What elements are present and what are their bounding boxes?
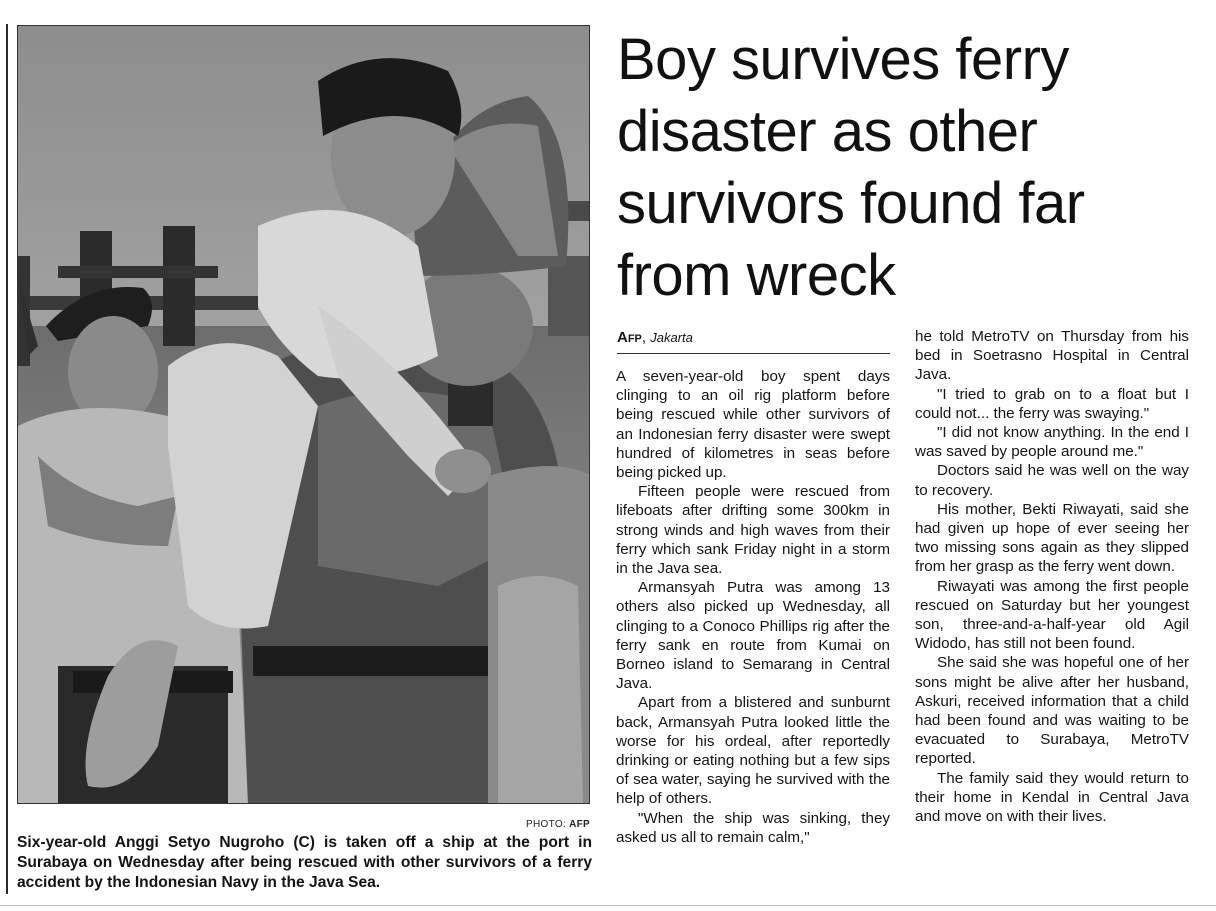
photo-credit-label: PHOTO: — [526, 819, 566, 830]
article-column-1 — [616, 367, 890, 847]
article-paragraph: Riwayati was among the first people rescued on Saturday but her youngest son, three-and-a-half-year old Agil Widodo, has still not been found. — [915, 577, 1189, 653]
byline-rule — [617, 353, 890, 354]
article-paragraph: His mother, Bekti Riwayati, said she had given up hope of ever seeing her two missing sons again as they slipped from her grasp as the ferry went down. — [915, 500, 1189, 576]
byline-location: Jakarta — [650, 330, 693, 345]
photo-credit-source: AFP — [569, 819, 590, 830]
byline-separator: , — [641, 329, 651, 346]
article-paragraph: Fifteen people were rescued from lifeboats after drifting some 300km in strong winds and high waves from their ferry which sank Friday night in a storm in the Java sea. — [616, 483, 890, 578]
photo-credit — [526, 819, 590, 830]
article-paragraph: Apart from a blistered and sunburnt back, Armansyah Putra looked little the worse for his ordeal, after reportedly drinking or eating nothing but a few sips of sea water, saying he survived with the help of others. — [616, 694, 890, 808]
article-paragraph: Armansyah Putra was among 13 others also picked up Wednesday, all clinging to a Conoco Phillips rig after the ferry sank en route from Kumai on Borneo island to Semarang in Central Java. — [616, 579, 890, 693]
byline — [617, 328, 890, 348]
bottom-rule — [0, 905, 1216, 906]
article-paragraph: She said she was hopeful one of her sons might be alive after her husband, Askuri, received information that a child had been found and was waiting to be evacuated to Surabaya, MetroTV reported. — [915, 654, 1189, 768]
left-column-rule — [6, 24, 8, 894]
headline: Boy survives ferry disaster as other survivors found far from wreck — [617, 27, 1085, 308]
byline-source: Afp — [617, 329, 642, 346]
article-paragraph: he told MetroTV on Thursday from his bed in Soetrasno Hospital in Central Java. — [915, 328, 1189, 384]
article-paragraph: "I tried to grab on to a float but I could not... the ferry was swaying." — [915, 385, 1189, 422]
news-photo — [17, 25, 590, 804]
photo-illustration — [18, 26, 590, 804]
article-paragraph: Doctors said he was well on the way to recovery. — [915, 462, 1189, 499]
article-column-2 — [915, 327, 1189, 826]
photo-caption: Six-year-old Anggi Setyo Nugroho (C) is taken off a ship at the port in Surabaya on Wednesday after being rescued with other survivors of a ferry accident by the Indonesian Navy in the Java Sea. — [17, 834, 592, 891]
article-paragraph: "When the ship was sinking, they asked us all to remain calm," — [616, 809, 890, 846]
article-paragraph: The family said they would return to their home in Kendal in Central Java and move on with their lives. — [915, 769, 1189, 826]
article-paragraph: "I did not know anything. In the end I was saved by people around me." — [915, 424, 1189, 461]
article-paragraph: A seven-year-old boy spent days clinging to an oil rig platform before being rescued while other survivors of an Indonesian ferry disaster were swept hundred of kilometres in seas before being picked up. — [616, 368, 890, 482]
